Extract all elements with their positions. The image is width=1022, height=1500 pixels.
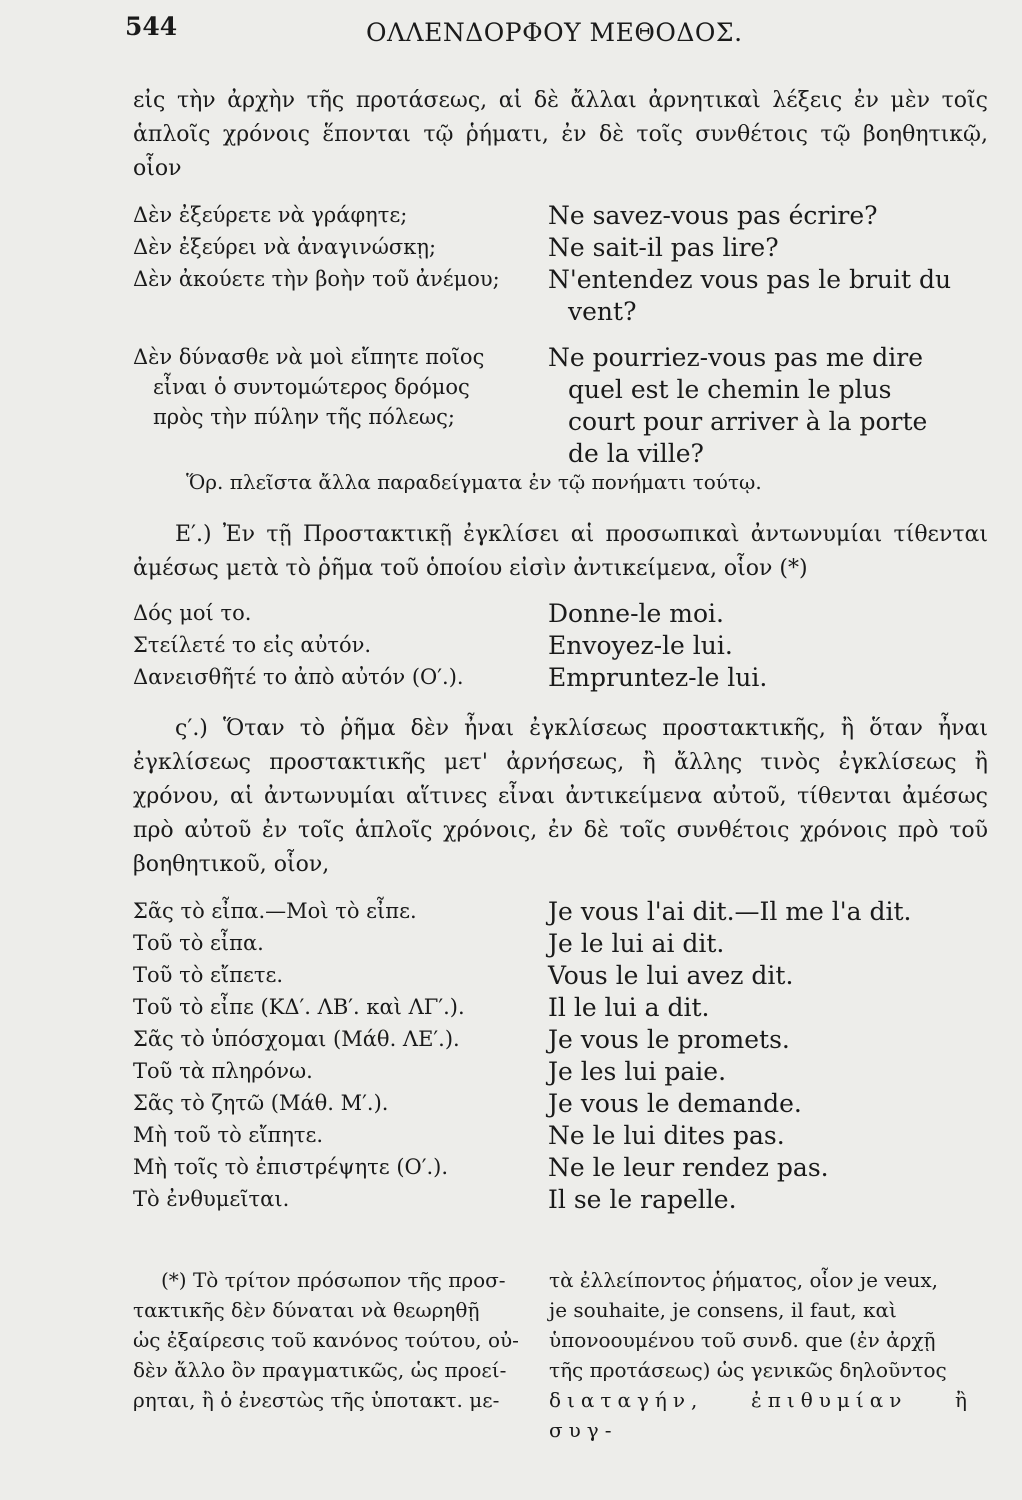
footnote-line: ὡς ἐξαίρεσις τοῦ κανόνος τούτου, οὐ- — [133, 1328, 519, 1352]
greek-sentence: Τοῦ τὸ εἴπετε. — [133, 963, 283, 987]
french-sentence: Ne pourriez-vous pas me dire quel est le chemin le plus court pour arriver à la porte de la ville? — [548, 343, 928, 468]
french-sentence: Empruntez-le lui. — [548, 663, 768, 692]
greek-sentence: Σᾶς τὸ ζητῶ (Μάθ. Μ′.). — [133, 1091, 389, 1115]
french-sentence: Je vous le demande. — [548, 1089, 802, 1118]
footnote-line: τακτικῆς δὲν δύναται νὰ θεωρηθῇ — [133, 1298, 480, 1322]
french-sentence: Je le lui ai dit. — [548, 929, 725, 958]
french-sentence: Je vous le promets. — [548, 1025, 790, 1054]
greek-sentence: Τοῦ τὸ εἶπα. — [133, 931, 264, 955]
french-sentence: Il le lui a dit. — [548, 993, 710, 1022]
section-e-text: Ε′.) Ἐν τῇ Προστακτικῇ ἐγκλίσει αἱ προσωπικαὶ ἀντωνυμίαι τίθενται ἀμέσως μετὰ τὸ ῥῆμα τοῦ ὁποίου εἰσὶν ἀντικείμενα, οἷον (*) — [133, 522, 988, 581]
footnote-right-column — [549, 1265, 973, 1445]
footnote-left-column — [133, 1265, 533, 1445]
greek-sentence: Μὴ τοῖς τὸ ἐπιστρέψητε (Ο′.). — [133, 1155, 449, 1179]
greek-sentence: Δὲν ἐξεύρει νὰ ἀναγινώσκῃ; — [133, 235, 437, 259]
french-sentence: Ne le leur rendez pas. — [548, 1153, 829, 1182]
footnote-line: δὲν ἄλλο ὂν πραγματικῶς, ὡς προεί- — [133, 1358, 507, 1382]
greek-sentence: Μὴ τοῦ τὸ εἴπητε. — [133, 1123, 324, 1147]
example-pair — [133, 1088, 993, 1120]
example-pair — [133, 598, 993, 630]
french-sentence: Ne le lui dites pas. — [548, 1121, 785, 1150]
running-head: ΟΛΛΕΝΔΟΡΦΟΥ ΜΕΘΟΔΟΣ. — [366, 18, 743, 47]
footnote-line: ὑπονοουμένου τοῦ συνδ. que (ἐν ἀρχῇ — [549, 1328, 936, 1352]
examples-imperative — [133, 598, 993, 694]
footnote — [133, 1265, 993, 1445]
french-sentence: Vous le lui avez dit. — [548, 961, 794, 990]
footnote-line: τῆς προτάσεως) ὡς γενικῶς δηλοῦντος — [549, 1358, 947, 1382]
example-pair — [133, 928, 993, 960]
example-pair — [133, 992, 993, 1024]
greek-sentence: Δὲν ἀκούετε τὴν βοὴν τοῦ ἀνέμου; — [133, 267, 500, 291]
footnote-line: je souhaite, je consens, il faut, καὶ — [549, 1298, 897, 1322]
french-sentence: Donne-le moi. — [548, 599, 724, 628]
greek-sentence: Σᾶς τὸ εἶπα.—Μοὶ τὸ εἶπε. — [133, 899, 417, 923]
examples-pronoun-order — [133, 896, 993, 1216]
greek-sentence: Σᾶς τὸ ὑπόσχομαι (Μάθ. ΛΕ′.). — [133, 1027, 460, 1051]
example-pair — [133, 1120, 993, 1152]
example-pair — [133, 896, 993, 928]
intro-paragraph — [133, 84, 988, 186]
example-pair — [133, 1024, 993, 1056]
example-pair — [133, 1056, 993, 1088]
example-pair — [133, 1184, 993, 1216]
example-pair — [133, 264, 993, 328]
section-st-paragraph — [133, 712, 988, 882]
greek-sentence: Δὲν δύνασθε νὰ μοὶ εἴπητε ποῖος εἶναι ὁ συντομώτερος δρόμος πρὸς τὴν πύλην τῆς πόλεως; — [133, 345, 485, 429]
page-number: 544 — [125, 12, 178, 41]
example-pair — [133, 200, 993, 232]
footnote-line: (*) Τὸ τρίτον πρόσωπον τῆς προσ- — [161, 1268, 506, 1292]
french-sentence: Ne sait-il pas lire? — [548, 233, 779, 262]
example-pair — [133, 960, 993, 992]
french-sentence: N'entendez vous pas le bruit du vent? — [548, 265, 952, 326]
example-pair — [133, 630, 993, 662]
french-sentence: Envoyez-le lui. — [548, 631, 733, 660]
example-pair — [133, 662, 993, 694]
greek-sentence: Τὸ ἐνθυμεῖται. — [133, 1187, 290, 1211]
french-sentence: Je les lui paie. — [548, 1057, 727, 1086]
examples-negation — [133, 200, 993, 470]
reference-line: Ὅρ. πλεῖστα ἄλλα παραδείγματα ἐν τῷ πονήματι τούτῳ. — [186, 470, 762, 494]
footnote-line: διαταγήν, ἐπιθυμίαν ἢ συγ- — [549, 1388, 973, 1442]
intro-text: εἰς τὴν ἀρχὴν τῆς προτάσεως, αἱ δὲ ἄλλαι ἀρνητικαὶ λέξεις ἐν μὲν τοῖς ἁπλοῖς χρόνοις ἕπονται τῷ ῥήματι, ἐν δὲ τοῖς συνθέτοις τῷ βοηθητικῷ, οἷον — [133, 88, 988, 181]
greek-sentence: Δὲν ἐξεύρετε νὰ γράφητε; — [133, 203, 408, 227]
french-sentence: Je vous l'ai dit.—Il me l'a dit. — [548, 897, 912, 926]
greek-sentence: Στείλετέ το εἰς αὐτόν. — [133, 633, 372, 657]
example-pair — [133, 342, 993, 470]
greek-sentence: Δός μοί το. — [133, 601, 252, 625]
footnote-line: ρηται, ἢ ὁ ἐνεστὼς τῆς ὑποτακτ. με- — [133, 1388, 500, 1412]
greek-sentence: Τοῦ τὸ εἶπε (ΚΔ′. ΛΒ′. καὶ ΛΓ′.). — [133, 995, 465, 1019]
french-sentence: Ne savez-vous pas écrire? — [548, 201, 878, 230]
greek-sentence: Δανεισθῆτέ το ἀπὸ αὐτόν (Ο′.). — [133, 665, 464, 689]
example-pair — [133, 1152, 993, 1184]
footnote-line: τὰ ἐλλείποντος ῥήματος, οἷον je veux, — [549, 1268, 938, 1292]
french-sentence: Il se le rapelle. — [548, 1185, 737, 1214]
example-pair — [133, 232, 993, 264]
section-st-text: ς′.) Ὅταν τὸ ῥῆμα δὲν ἦναι ἐγκλίσεως προστακτικῆς, ἢ ὅταν ἦναι ἐγκλίσεως προστακτικῆς μετ' ἀρνήσεως, ἢ ἄλλης τινὸς ἐγκλίσεως ἢ χρόνου, αἱ ἀντωνυμίαι αἵτινες εἶναι ἀντικείμενα αὐτοῦ, τίθενται ἀμέσως πρὸ αὐτοῦ ἐν τοῖς ἁπλοῖς χρόνοις, ἐν δὲ τοῖς συνθέτοις χρόνοις πρὸ τοῦ βοηθητικοῦ, οἷον, — [133, 716, 988, 877]
section-e-paragraph — [133, 518, 988, 586]
greek-sentence: Τοῦ τὰ πληρόνω. — [133, 1059, 313, 1083]
